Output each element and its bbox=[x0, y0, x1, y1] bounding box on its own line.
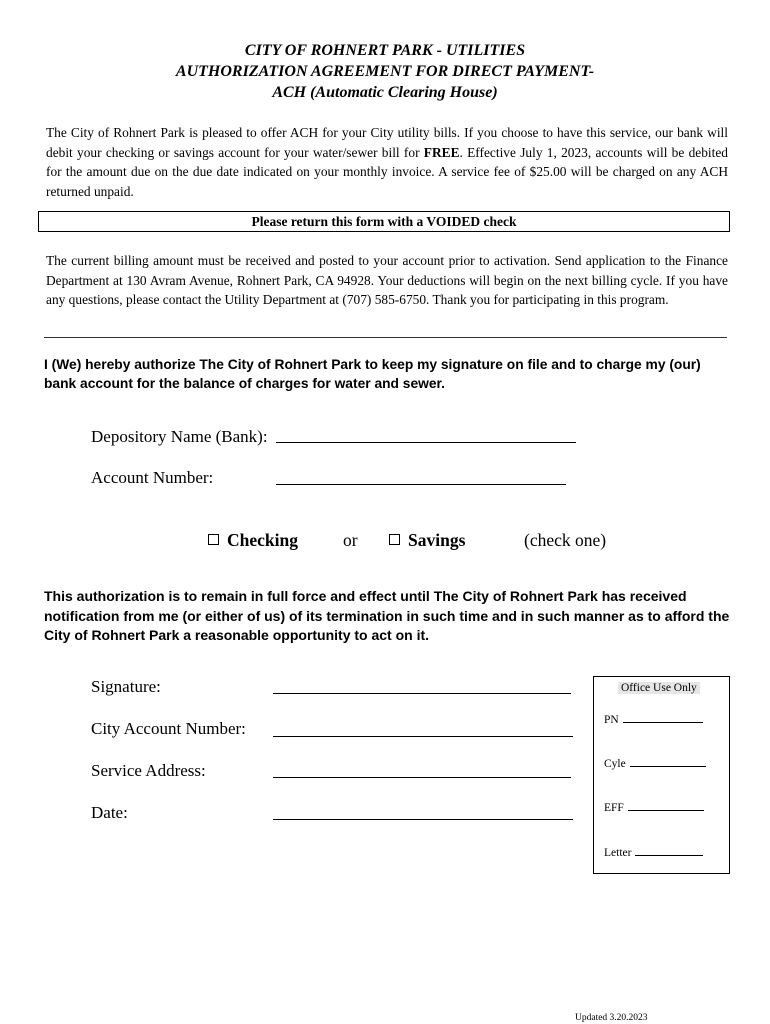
signature-label: Signature: bbox=[91, 677, 161, 696]
termination-statement: This authorization is to remain in full force and effect until The City of Rohnert Park has received notification from me (or either of us) of its termination in such time and in such manner as to afford the City of Rohnert Park a reasonable opportunity to act on it. bbox=[44, 588, 730, 643]
title-line-1: CITY OF ROHNERT PARK - UTILITIES bbox=[244, 42, 526, 59]
checking-option[interactable] bbox=[208, 530, 298, 551]
intro-text-start: The City of Rohnert Park is pleased to offer ACH for your City utility bills. If you choose to have this service, our bank will debit your checking or savings account for your water/sewer bill for bbox=[46, 125, 728, 160]
office-letter-line bbox=[635, 846, 703, 856]
office-cycle-label: Cyle bbox=[604, 758, 626, 770]
savings-label: Savings bbox=[408, 530, 466, 550]
office-letter-field bbox=[604, 846, 703, 859]
office-pn-line bbox=[623, 713, 703, 723]
office-use-title: Office Use Only bbox=[618, 682, 700, 694]
title-line-3: ACH (Automatic Clearing House) bbox=[272, 84, 498, 101]
intro-text-end: . Effective July 1, 2023, accounts will be debited for the amount due on the due date indicated on your monthly invoice. A service fee of $25.00 will be charged on any ACH returned unpaid. bbox=[46, 144, 728, 199]
title-line-2: AUTHORIZATION AGREEMENT FOR DIRECT PAYMENT- bbox=[175, 63, 595, 80]
checking-label: Checking bbox=[227, 530, 298, 550]
office-pn-label: PN bbox=[604, 714, 619, 726]
savings-checkbox[interactable] bbox=[389, 534, 400, 545]
office-eff-label: EFF bbox=[604, 802, 624, 814]
account-number-label: Account Number: bbox=[91, 468, 214, 487]
form-title bbox=[0, 40, 770, 103]
updated-date-footer: Updated 3.20.2023 bbox=[575, 1013, 648, 1023]
service-address-input[interactable] bbox=[273, 777, 571, 778]
savings-option[interactable] bbox=[389, 530, 465, 551]
check-one-hint: (check one) bbox=[524, 530, 607, 550]
checking-checkbox[interactable] bbox=[208, 534, 219, 545]
return-notice-box: Please return this form with a VOIDED check bbox=[38, 211, 730, 232]
billing-paragraph: The current billing amount must be received and posted to your account prior to activation. Send application to the Finance Department at 130 Avram Avenue, Rohnert Park, CA 94928. Your deductions will begin on the next billing cycle. If you have any questions, please contact the Utility Department at (707) 585-6750. Thank you for participating in this program. bbox=[46, 253, 728, 308]
account-number-input[interactable] bbox=[276, 484, 566, 485]
office-cycle-line bbox=[630, 757, 706, 767]
depository-name-input[interactable] bbox=[276, 442, 576, 443]
city-account-number-input[interactable] bbox=[273, 736, 573, 737]
or-text: or bbox=[343, 530, 358, 550]
service-address-label: Service Address: bbox=[91, 761, 206, 780]
intro-paragraph bbox=[46, 123, 728, 201]
section-divider bbox=[44, 337, 727, 338]
office-letter-label: Letter bbox=[604, 847, 632, 859]
date-label: Date: bbox=[91, 803, 128, 822]
office-pn-field bbox=[604, 713, 703, 726]
date-input[interactable] bbox=[273, 819, 573, 820]
intro-free-emphasis: FREE bbox=[423, 144, 460, 160]
city-account-number-label: City Account Number: bbox=[91, 719, 246, 738]
authorization-statement: I (We) hereby authorize The City of Rohnert Park to keep my signature on file and to charge my (our) bank account for the balance of charges for water and sewer. bbox=[44, 357, 701, 391]
office-eff-field bbox=[604, 801, 704, 814]
depository-name-label: Depository Name (Bank): bbox=[91, 427, 268, 446]
office-use-box bbox=[593, 676, 730, 874]
office-eff-line bbox=[628, 801, 704, 811]
office-cycle-field bbox=[604, 757, 706, 770]
signature-input[interactable] bbox=[273, 693, 571, 694]
